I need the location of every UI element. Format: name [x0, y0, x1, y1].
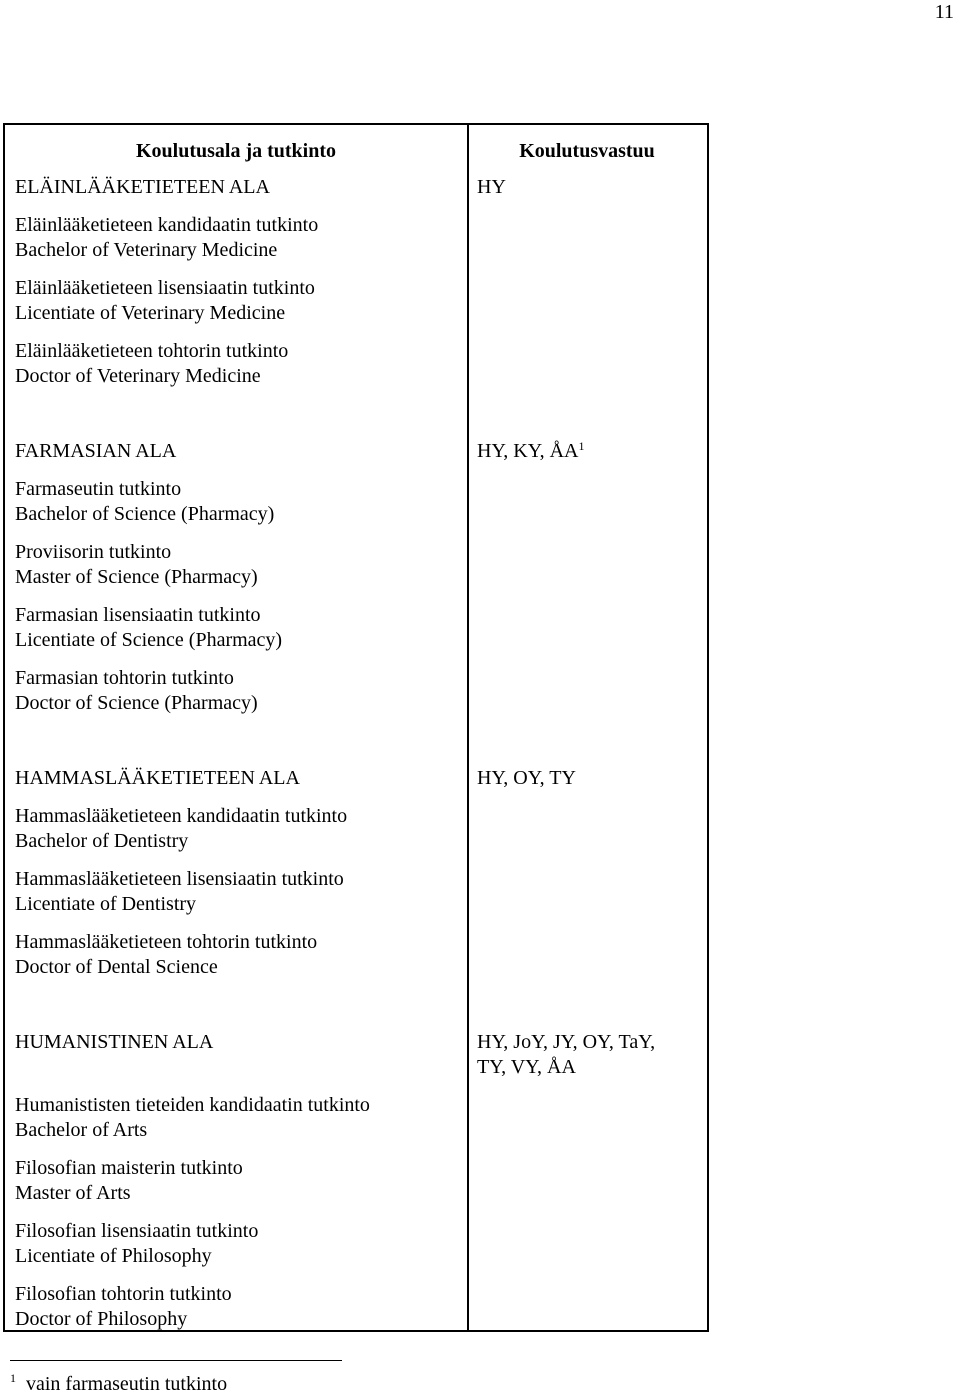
responsibility-text: HY, KY, ÅA: [477, 440, 579, 462]
degree-item: [15, 213, 455, 263]
section-humanities: [15, 1030, 455, 1345]
degree-name-en: Licentiate of Philosophy: [15, 1245, 212, 1267]
field-title: HUMANISTINEN ALA: [15, 1031, 214, 1053]
degree-name-en: Licentiate of Dentistry: [15, 893, 197, 915]
footnote-text: vain farmaseutin tutkinto: [26, 1373, 228, 1395]
responsibility-text: HY: [477, 176, 506, 198]
footnote: [10, 1372, 227, 1397]
responsibility-text: HY, OY, TY: [477, 767, 576, 789]
degree-name-fi: Hammaslääketieteen lisensiaatin tutkinto: [15, 868, 344, 890]
degree-name-en: Bachelor of Veterinary Medicine: [15, 239, 278, 261]
degree-name-en: Doctor of Science (Pharmacy): [15, 692, 258, 714]
degree-name-fi: Humanististen tieteiden kandidaatin tutkinto: [15, 1094, 370, 1116]
field-title: FARMASIAN ALA: [15, 440, 177, 462]
degree-name-en: Bachelor of Dentistry: [15, 830, 189, 852]
responsibility-dentistry: [477, 766, 705, 791]
footnote-reference: 1: [578, 439, 585, 453]
degree-name-fi: Hammaslääketieteen kandidaatin tutkinto: [15, 805, 348, 827]
section-dentistry: [15, 766, 455, 993]
responsibility-pharmacy: [477, 439, 705, 464]
degree-name-fi: Farmasian lisensiaatin tutkinto: [15, 604, 261, 626]
field-title: ELÄINLÄÄKETIETEEN ALA: [15, 176, 270, 198]
responsibility-text-line-1: HY, JoY, JY, OY, TaY,: [477, 1031, 656, 1053]
footnote-marker: 1: [10, 1371, 16, 1385]
section-pharmacy: [15, 439, 455, 729]
degree-name-en: Licentiate of Veterinary Medicine: [15, 302, 286, 324]
responsibility-text-line-2: TY, VY, ÅA: [477, 1056, 576, 1078]
degree-name-fi: Filosofian maisterin tutkinto: [15, 1157, 243, 1179]
degree-name-en: Doctor of Veterinary Medicine: [15, 365, 261, 387]
field-title: HAMMASLÄÄKETIETEEN ALA: [15, 767, 300, 789]
degree-item: [15, 603, 455, 653]
degree-item: [15, 867, 455, 917]
degree-name-fi: Hammaslääketieteen tohtorin tutkinto: [15, 931, 318, 953]
degree-name-fi: Filosofian tohtorin tutkinto: [15, 1283, 232, 1305]
degree-item: [15, 276, 455, 326]
degree-name-fi: Eläinlääketieteen lisensiaatin tutkinto: [15, 277, 315, 299]
degree-name-en: Master of Arts: [15, 1182, 131, 1204]
degree-name-en: Doctor of Dental Science: [15, 956, 218, 978]
page-number: 11: [934, 1, 954, 23]
degree-item: [15, 339, 455, 389]
degree-table: [3, 123, 709, 1332]
degree-item: [15, 666, 455, 716]
section-veterinary: [15, 175, 455, 402]
header-responsibility: Koulutusvastuu: [519, 140, 655, 162]
degree-name-en: Bachelor of Arts: [15, 1119, 148, 1141]
degree-item: [15, 1282, 455, 1332]
degree-name-en: Master of Science (Pharmacy): [15, 566, 258, 588]
degree-item: [15, 1093, 455, 1143]
footnote-separator: [10, 1360, 342, 1361]
degree-name-en: Doctor of Philosophy: [15, 1308, 188, 1330]
header-field-and-degree: Koulutusala ja tutkinto: [135, 140, 337, 162]
responsibility-humanities: [477, 1030, 705, 1080]
degree-name-fi: Filosofian lisensiaatin tutkinto: [15, 1220, 259, 1242]
degree-item: [15, 1219, 455, 1269]
degree-name-fi: Farmasian tohtorin tutkinto: [15, 667, 234, 689]
degree-name-en: Bachelor of Science (Pharmacy): [15, 503, 275, 525]
degree-item: [15, 1156, 455, 1206]
degree-item: [15, 540, 455, 590]
degree-item: [15, 477, 455, 527]
degree-name-fi: Eläinlääketieteen kandidaatin tutkinto: [15, 214, 319, 236]
degree-item: [15, 930, 455, 980]
degree-item: [15, 804, 455, 854]
degree-name-en: Licentiate of Science (Pharmacy): [15, 629, 283, 651]
responsibility-veterinary: [477, 175, 705, 200]
degree-name-fi: Eläinlääketieteen tohtorin tutkinto: [15, 340, 289, 362]
degree-name-fi: Farmaseutin tutkinto: [15, 478, 182, 500]
degree-name-fi: Proviisorin tutkinto: [15, 541, 172, 563]
column-divider: [467, 125, 469, 1330]
